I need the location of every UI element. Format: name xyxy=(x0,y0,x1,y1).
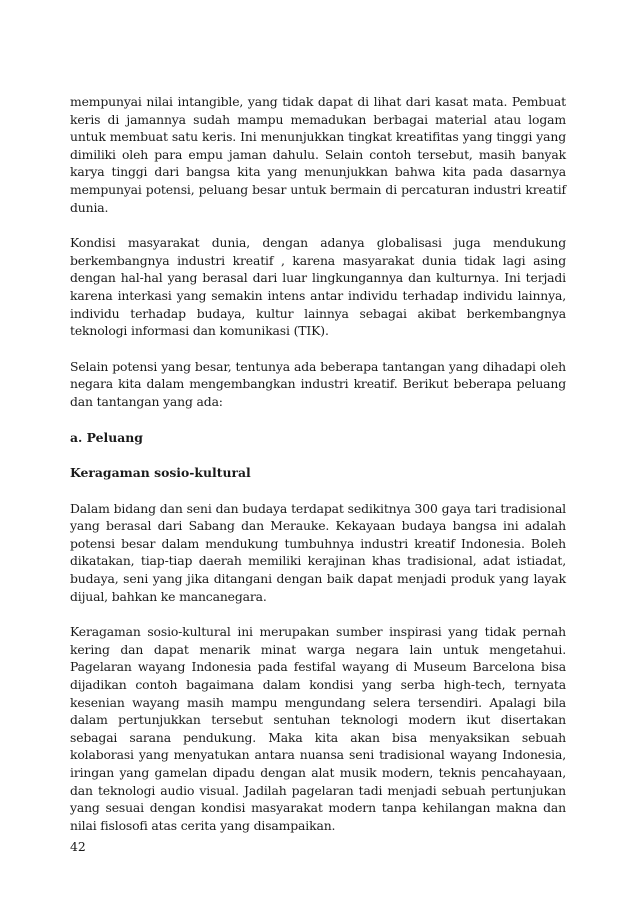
paragraph-globalisasi: Kondisi masyarakat dunia, dengan adanya globalisasi juga mendukung berkembangnya industri kreatif , karena masyarakat dunia tidak lagi asing dengan hal-hal yang berasal dari luar lingkungannya dan kulturnya. Ini terjadi karena interkasi yang semakin intens antar individu terhadap individu lainnya, individu terhadap budaya, kultur lainnya sebagai akibat berkembangnya teknologi informasi dan komunikasi (TIK). xyxy=(70,235,566,339)
paragraph-tantangan: Selain potensi yang besar, tentunya ada beberapa tantangan yang dihadapi oleh negara kita dalam mengembangkan industri kreatif. Berikut beberapa peluang dan tantangan yang ada: xyxy=(70,358,566,409)
paragraph-keris: mempunyai nilai intangible, yang tidak dapat di lihat dari kasat mata. Pembuat keris di jamannya sudah mampu memadukan berbagai material atau logam untuk membuat satu keris. Ini menunjukkan tingkat kreatifitas yang tinggi yang dimiliki oleh para empu jaman dahulu. Selain contoh tersebut, masih banyak karya tinggi dari bangsa kita yang menunjukkan bahwa kita pada dasarnya mempunyai potensi, peluang besar untuk bermain di percaturan industri kreatif dunia. xyxy=(70,94,566,215)
paragraph-wayang: Keragaman sosio-kultural ini merupakan sumber inspirasi yang tidak pernah kering dan dapat menarik minat warga negara lain untuk mengetahui. Pagelaran wayang Indonesia pada festifal wayang di Museum Barcelona bisa dijadikan contoh bagaimana dalam kondisi yang serba high-tech, ternyata kesenian wayang masih mampu mengundang selera tersendiri. Apalagi bila dalam pertunjukkan tersebut sentuhan teknologi modern ikut disertakan sebagai sarana pendukung. Maka kita akan bisa menyaksikan sebuah kolaborasi yang menyatukan antara nuansa seni tradisional wayang Indonesia, iringan yang gamelan dipadu dengan alat musik modern, teknis pencahayaan, dan teknologi audio visual. Jadilah pagelaran tadi menjadi sebuah pertunjukan yang sesuai dengan kondisi masyarakat modern tanpa kehilangan makna dan nilai fislosofi atas cerita yang disampaikan. xyxy=(70,624,566,833)
page-number: 42 xyxy=(70,839,86,854)
page-body xyxy=(70,93,566,852)
subsection-heading-sosio-kultural: Keragaman sosio-kultural xyxy=(70,465,251,481)
paragraph-tari-tradisional: Dalam bidang dan seni dan budaya terdapat sedikitnya 300 gaya tari tradisional yang berasal dari Sabang dan Merauke. Kekayaan budaya bangsa ini adalah potensi besar dalam mendukung tumbuhnya industri kreatif Indonesia. Boleh dikatakan, tiap-tiap daerah memiliki kerajinan khas tradisional, adat istiadat, budaya, seni yang jika ditangani dengan baik dapat menjadi produk yang layak dijual, bahkan ke mancanegara. xyxy=(70,500,566,604)
section-heading-peluang: a. Peluang xyxy=(70,429,143,445)
